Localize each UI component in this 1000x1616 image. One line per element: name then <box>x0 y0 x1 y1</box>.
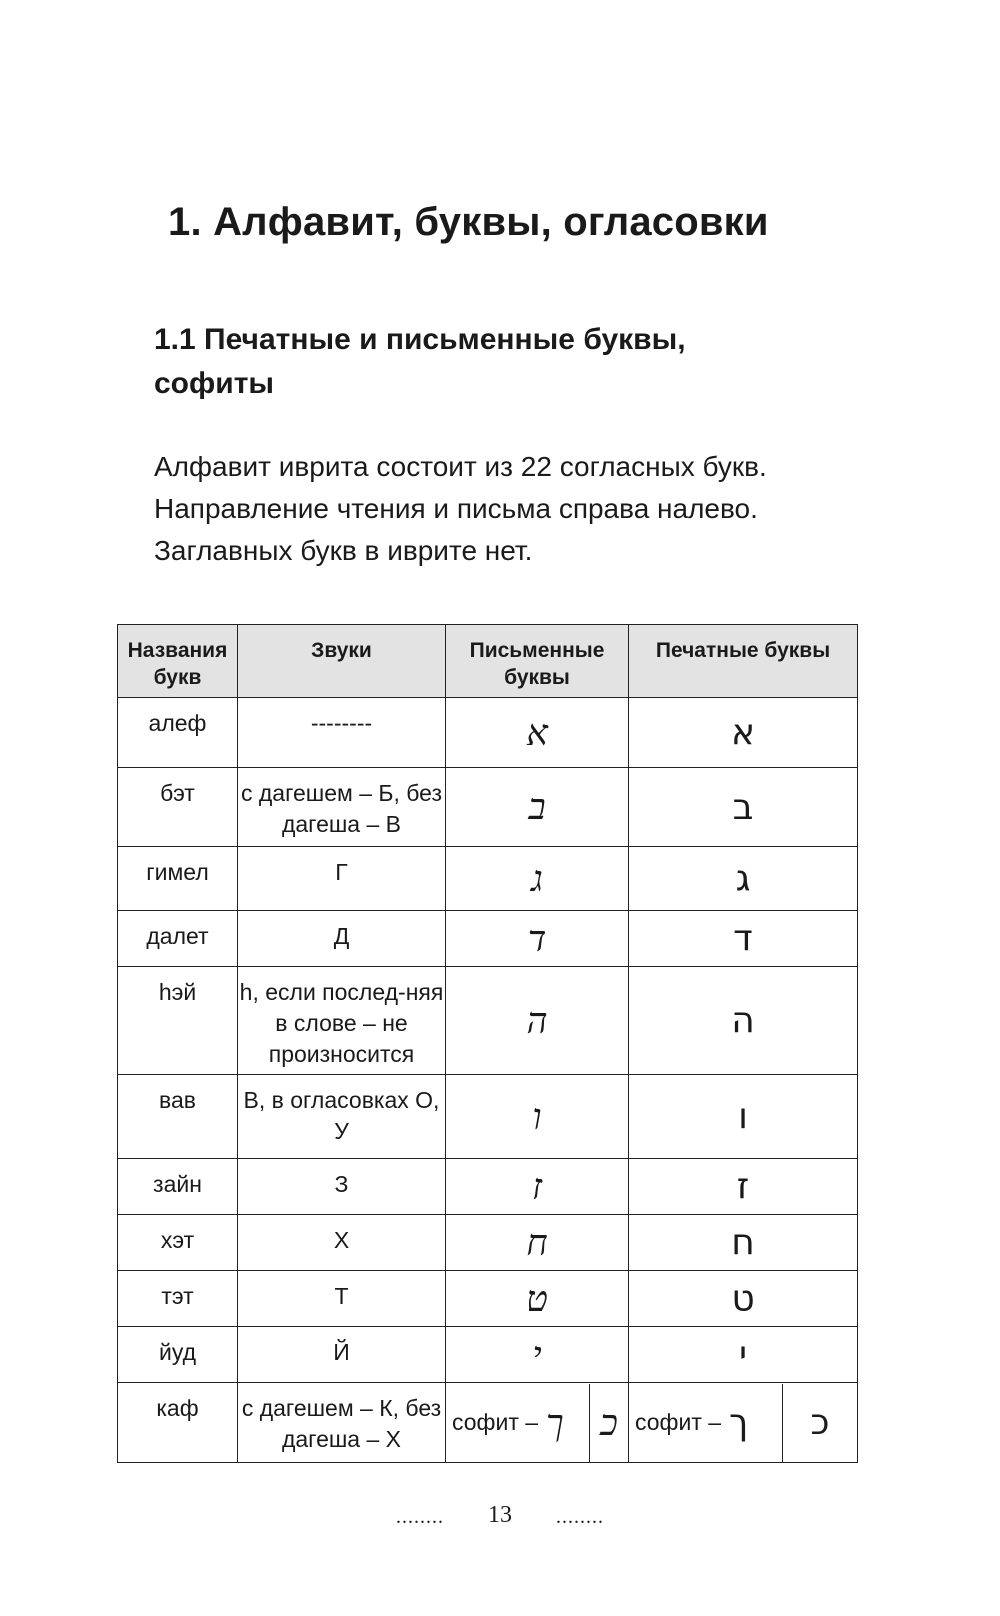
letter-name: далет <box>118 911 238 967</box>
print-letter: ז <box>629 1159 858 1215</box>
table-row <box>118 1271 858 1327</box>
letter-name: hэй <box>118 967 238 1075</box>
sofit-label: софит – <box>452 1409 539 1435</box>
header-script-letter: Письменные буквы <box>446 625 629 698</box>
letter-sound: с дагешем – Б, без дагеша – В <box>238 768 446 847</box>
letter-sound: Х <box>238 1215 446 1271</box>
letter-name: йуд <box>118 1327 238 1383</box>
print-letter: ט <box>629 1271 858 1327</box>
script-letter: ו <box>446 1075 629 1159</box>
alphabet-table <box>117 624 858 1463</box>
print-sofit-letter: ך <box>729 1402 749 1443</box>
script-letter-with-sofit <box>446 1383 629 1463</box>
script-letter: א <box>446 698 629 768</box>
intro-line: Заглавных букв в иврите нет. <box>154 535 533 566</box>
letter-sound: Й <box>238 1327 446 1383</box>
script-letter: י <box>446 1327 629 1383</box>
print-letter-with-sofit <box>629 1383 858 1463</box>
table-row <box>118 967 858 1075</box>
letter-name: гимел <box>118 847 238 911</box>
header-letter-name: Названия букв <box>118 625 238 698</box>
print-letter: כ <box>782 1384 857 1462</box>
print-letter: ח <box>629 1215 858 1271</box>
table-row <box>118 1327 858 1383</box>
script-sofit-part <box>446 1384 589 1462</box>
letter-name: каф <box>118 1383 238 1463</box>
table-row <box>118 768 858 847</box>
page-footer <box>0 1502 1000 1529</box>
letter-sound: В, в огласовках О, У <box>238 1075 446 1159</box>
script-letter: ה <box>446 967 629 1075</box>
header-sound: Звуки <box>238 625 446 698</box>
script-letter: ט <box>446 1271 629 1327</box>
letter-name: зайн <box>118 1159 238 1215</box>
chapter-title: 1. Алфавит, буквы, огласовки <box>168 200 769 244</box>
print-letter: ו <box>629 1075 858 1159</box>
script-letter: ח <box>446 1215 629 1271</box>
print-letter: ב <box>629 768 858 847</box>
table-row <box>118 911 858 967</box>
letter-name: вав <box>118 1075 238 1159</box>
sofit-label: софит – <box>635 1409 722 1435</box>
table-row <box>118 1159 858 1215</box>
letter-sound: Г <box>238 847 446 911</box>
letter-sound: h, если послед-няя в слове – не произносится <box>238 967 446 1075</box>
script-letter: ד <box>446 911 629 967</box>
script-letter: ז <box>446 1159 629 1215</box>
script-letter: ב <box>446 768 629 847</box>
intro-line: Направление чтения и письма справа налево. <box>154 493 758 524</box>
script-sofit-letter: ך <box>546 1402 564 1444</box>
header-print-letter: Печатные буквы <box>629 625 858 698</box>
table-header-row <box>118 625 858 698</box>
letter-name: тэт <box>118 1271 238 1327</box>
print-letter: י <box>629 1327 858 1383</box>
section-title: 1.1 Печатные и письменные буквы, софиты <box>154 323 686 400</box>
letter-name: бэт <box>118 768 238 847</box>
print-letter: ג <box>629 847 858 911</box>
table-row <box>118 847 858 911</box>
letter-sound: с дагешем – К, без дагеша – Х <box>238 1383 446 1463</box>
page-number: 13 <box>488 1502 512 1528</box>
print-letter: א <box>629 698 858 768</box>
table-row <box>118 698 858 768</box>
table-row <box>118 1215 858 1271</box>
print-letter: ד <box>629 911 858 967</box>
letter-name: алеф <box>118 698 238 768</box>
letter-sound: З <box>238 1159 446 1215</box>
table-row <box>118 1075 858 1159</box>
print-letter: ה <box>629 967 858 1075</box>
script-letter: כ <box>589 1384 628 1462</box>
intro-line: Алфавит иврита состоит из 22 согласных букв. <box>154 451 767 482</box>
script-letter: ג <box>446 847 629 911</box>
letter-sound: -------- <box>238 698 446 768</box>
print-sofit-part <box>629 1384 782 1462</box>
letter-sound: Д <box>238 911 446 967</box>
intro-paragraph <box>154 446 874 572</box>
letter-sound: Т <box>238 1271 446 1327</box>
table-row <box>118 1383 858 1463</box>
footer-dots-right: ........ <box>556 1506 604 1528</box>
letter-name: хэт <box>118 1215 238 1271</box>
footer-dots-left: ........ <box>396 1506 444 1528</box>
